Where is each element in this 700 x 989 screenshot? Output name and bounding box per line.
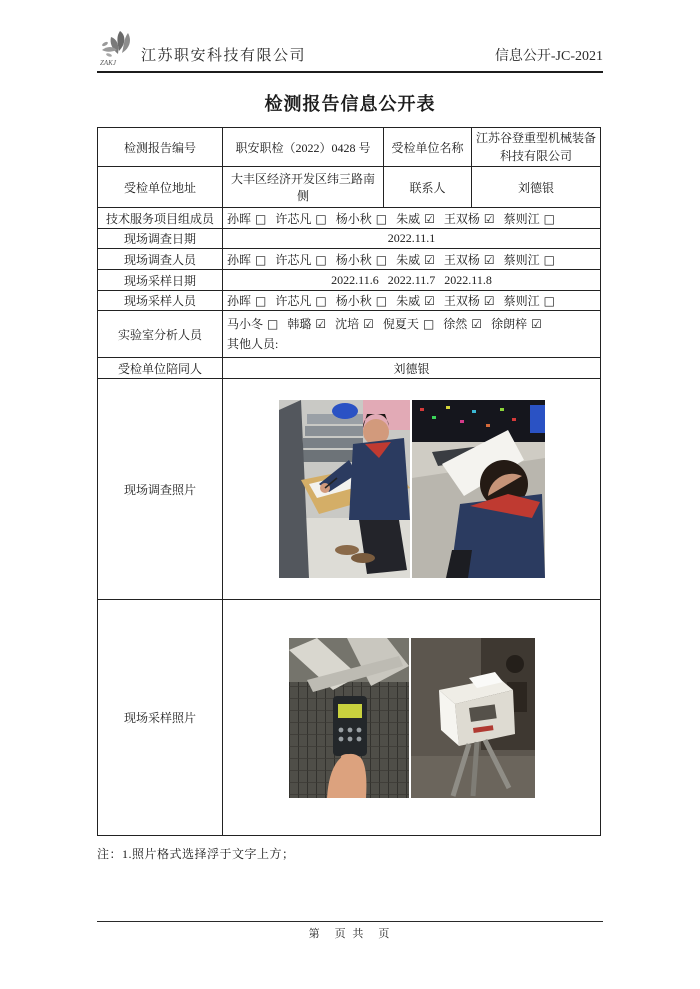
table-row [98,229,601,249]
table-row [98,208,601,229]
member-item [396,212,435,226]
member-item [335,317,374,331]
report-info-table [97,127,601,836]
checkbox-empty-icon: □ [267,317,279,331]
contact-label: 联系人 [384,167,472,208]
sampling-staff-label: 现场采样人员 [98,291,223,311]
survey-staff-label: 现场调查人员 [98,249,223,270]
escort-value: 刘德银 [223,358,601,379]
company-name: 江苏职安科技有限公司 [141,48,307,64]
checkbox-checked-icon: ☑ [363,317,374,331]
sampling-photo-cell [223,600,601,836]
page-footer [97,921,603,941]
table-row [98,167,601,208]
escort-label: 受检单位陪同人 [98,358,223,379]
member-item [336,294,387,308]
survey-photo-cell [223,379,601,600]
member-name: 朱威 [396,294,421,308]
checkbox-empty-icon: □ [375,211,388,226]
member-name: 孙晖 [227,252,252,267]
checkbox-empty-icon: □ [255,252,267,267]
unit-addr-label: 受检单位地址 [98,167,223,208]
checkbox-checked-icon: ☑ [483,211,495,226]
sampling-members-cell [223,291,601,311]
member-name: 孙晖 [227,211,252,226]
sampling-photo-1 [289,638,409,798]
checkbox-checked-icon: ☑ [424,211,435,226]
report-no-value: 职安职检（2022）0428 号 [223,128,384,167]
sampling-photo-2 [411,638,535,798]
table-row [98,291,601,311]
survey-date-label: 现场调查日期 [98,229,223,249]
sampling-photos [227,638,596,798]
checkbox-empty-icon: □ [315,211,327,226]
checkbox-empty-icon: □ [255,294,267,308]
survey-photo-label: 现场调查照片 [98,379,223,600]
member-item [491,317,542,331]
checkbox-checked-icon: ☑ [424,294,435,308]
checkbox-checked-icon: ☑ [483,294,495,308]
company-logo-icon [97,28,139,68]
logo-text: ZAKJ [100,59,116,67]
member-item [275,212,326,226]
doc-code: 信息公开-JC-2021 [494,49,603,64]
report-no-label: 检测报告编号 [98,128,223,167]
checkbox-empty-icon: □ [375,252,388,267]
member-name: 杨小秋 [335,252,372,267]
lab-members-cell [223,311,601,358]
checkbox-checked-icon: ☑ [483,252,495,267]
team-members-cell [223,208,601,229]
checkbox-checked-icon: ☑ [531,317,542,331]
member-name: 蔡则江 [503,294,540,308]
lab-label: 实验室分析人员 [98,311,223,358]
member-item [396,253,435,267]
unit-name-label: 受检单位名称 [384,128,472,167]
checkbox-checked-icon: ☑ [315,317,327,331]
member-item [504,212,555,226]
member-name: 王双杨 [443,252,480,267]
member-item [444,294,495,308]
survey-photo-1 [279,400,410,578]
member-name: 许芯凡 [275,252,312,267]
member-item [227,317,278,331]
table-row [98,270,601,291]
member-item [396,294,435,308]
member-item [336,253,387,267]
member-name: 徐朗梓 [491,317,528,331]
member-item [444,253,495,267]
member-name: 沈培 [335,317,360,331]
member-name: 孙晖 [227,294,252,308]
checkbox-empty-icon: □ [315,294,327,308]
member-name: 徐然 [443,317,468,331]
footnote: 注：1.照片格式选择浮于文字上方； [97,847,295,861]
sampling-photo-label: 现场采样照片 [98,600,223,836]
page-title: 检测报告信息公开表 [264,94,436,114]
lab-others-label: 其他人员: [227,337,279,351]
member-name: 王双杨 [443,211,480,226]
member-name: 韩璐 [287,317,312,331]
member-name: 王双杨 [443,294,480,308]
member-name: 朱威 [396,252,421,267]
member-item [504,294,555,308]
unit-addr-value: 大丰区经济开发区纬三路南侧 [223,167,384,208]
table-row [98,311,601,358]
member-name: 杨小秋 [335,211,372,226]
member-item [227,212,266,226]
header-rule [97,71,603,73]
member-item [275,253,326,267]
member-item [444,212,495,226]
member-item [287,317,326,331]
member-name: 马小冬 [227,317,264,331]
member-item [383,317,434,331]
sampling-date-label: 现场采样日期 [98,270,223,291]
member-name: 杨小秋 [335,294,372,308]
member-item [275,294,326,308]
survey-photo-2 [412,400,545,578]
member-item [227,294,266,308]
member-item [504,253,555,267]
table-row [98,600,601,836]
checkbox-empty-icon: □ [543,294,555,308]
contact-value: 刘德银 [472,167,601,208]
table-row [98,379,601,600]
survey-members-cell [223,249,601,270]
company-brand [97,28,306,68]
member-item [443,317,482,331]
table-row [98,128,601,167]
member-name: 许芯凡 [275,294,312,308]
team-label: 技术服务项目组成员 [98,208,223,229]
footer-rule [97,921,603,922]
unit-name-value: 江苏谷登重型机械装备科技有限公司 [472,128,601,167]
page-number-text: 第 页 共 页 [308,928,392,940]
table-row [98,249,601,270]
member-name: 蔡则江 [503,211,540,226]
survey-photos [227,400,596,578]
checkbox-checked-icon: ☑ [471,317,483,331]
checkbox-empty-icon: □ [543,252,555,267]
member-name: 许芯凡 [275,211,312,226]
checkbox-empty-icon: □ [315,252,327,267]
checkbox-empty-icon: □ [255,211,267,226]
checkbox-empty-icon: □ [375,294,388,308]
checkbox-empty-icon: □ [543,211,555,226]
member-item [227,253,266,267]
lab-members-line [227,314,596,334]
page-content [97,28,603,862]
checkbox-empty-icon: □ [422,317,435,331]
member-name: 蔡则江 [503,252,540,267]
table-row [98,358,601,379]
member-name: 倪夏天 [382,317,419,331]
survey-date-value: 2022.11.1 [223,229,601,249]
page-header [97,28,603,68]
sampling-date-value: 2022.11.6 2022.11.7 2022.11.8 [223,270,601,291]
checkbox-checked-icon: ☑ [424,252,435,267]
member-name: 朱威 [396,211,421,226]
member-item [336,212,387,226]
